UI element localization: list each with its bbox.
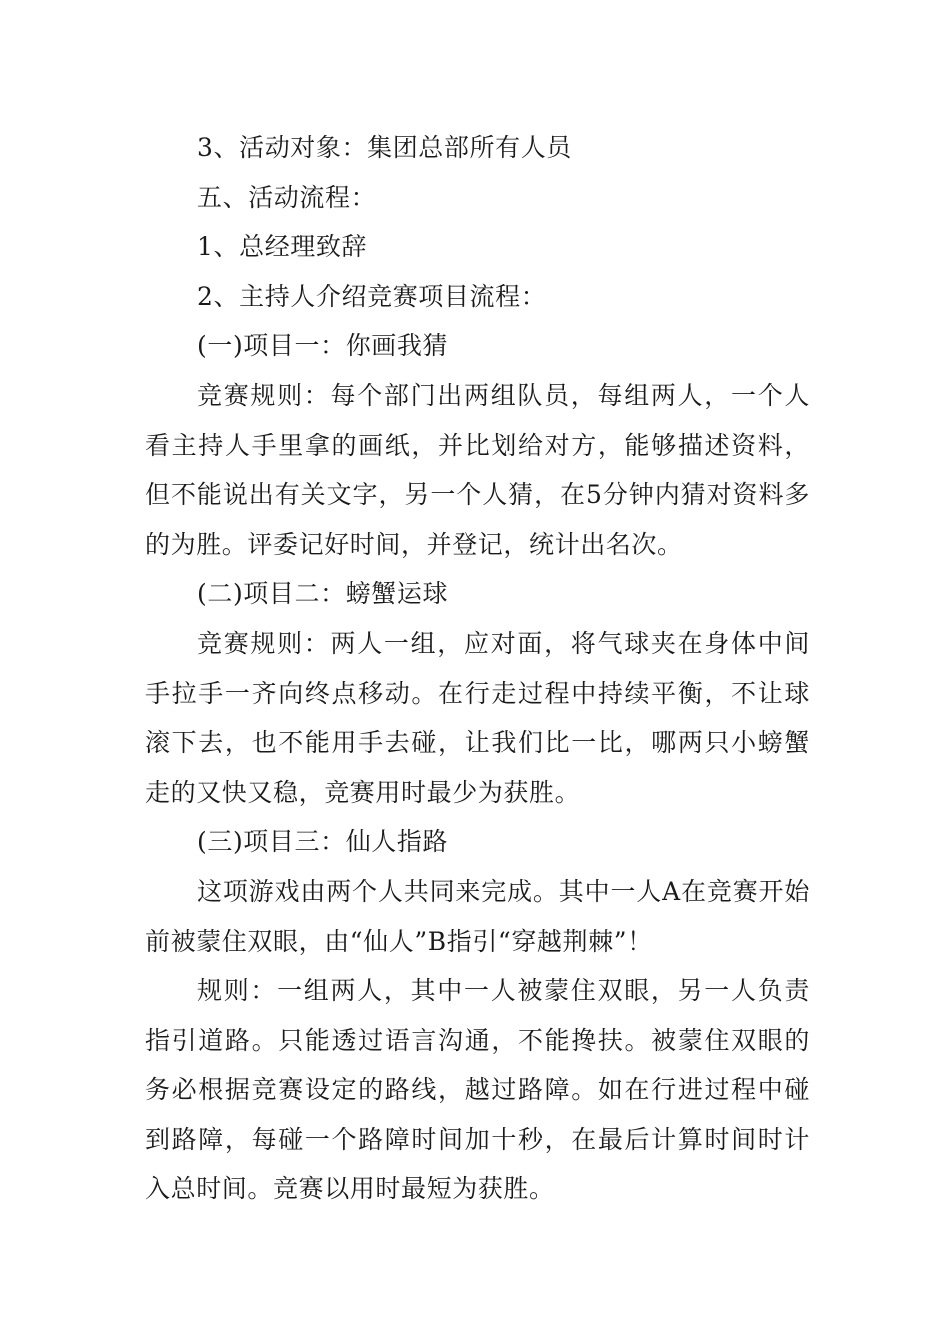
paragraph-host-intro: 2、主持人介绍竞赛项目流程： [197, 281, 547, 311]
heading-item-two: (二)项目二：螃蟹运球 [197, 579, 449, 609]
paragraph-item-three-intro: 这项游戏由两个人共同来完成。其中一人A在竞赛开始前被蒙住双眼，由“仙人”B指引“穿越荆棘”！ [145, 876, 810, 956]
paragraph-item-one-rules: 竞赛规则：每个部门出两组队员，每组两人，一个人看主持人手里拿的画纸，并比划给对方，能够描述资料，但不能说出有关文字，另一个人猜，在5分钟内猜对资料多的为胜。评委记好时间，并登记，统计出名次。 [145, 380, 810, 559]
heading-activity-process: 五、活动流程： [197, 182, 377, 212]
document-body [145, 123, 810, 1214]
paragraph-item-two-rules: 竞赛规则：两人一组，应对面，将气球夹在身体中间手拉手一齐向终点移动。在行走过程中持续平衡，不让球滚下去，也不能用手去碰，让我们比一比，哪两只小螃蟹走的又快又稳，竞赛用时最少为获胜。 [145, 628, 810, 807]
paragraph-activity-target: 3、活动对象：集团总部所有人员 [197, 133, 572, 162]
paragraph-manager-speech: 1、总经理致辞 [197, 232, 368, 262]
paragraph-item-three-rules: 规则：一组两人，其中一人被蒙住双眼，另一人负责指引道路。只能透过语言沟通，不能搀扶。被蒙住双眼的务必根据竞赛设定的路线，越过路障。如在行进过程中碰到路障，每碰一个路障时间加十秒，在最后计算时间时计入总时间。竞赛以用时最短为获胜。 [145, 976, 810, 1204]
heading-item-one: (一)项目一：你画我猜 [197, 331, 449, 361]
heading-item-three: (三)项目三：仙人指路 [197, 827, 449, 857]
